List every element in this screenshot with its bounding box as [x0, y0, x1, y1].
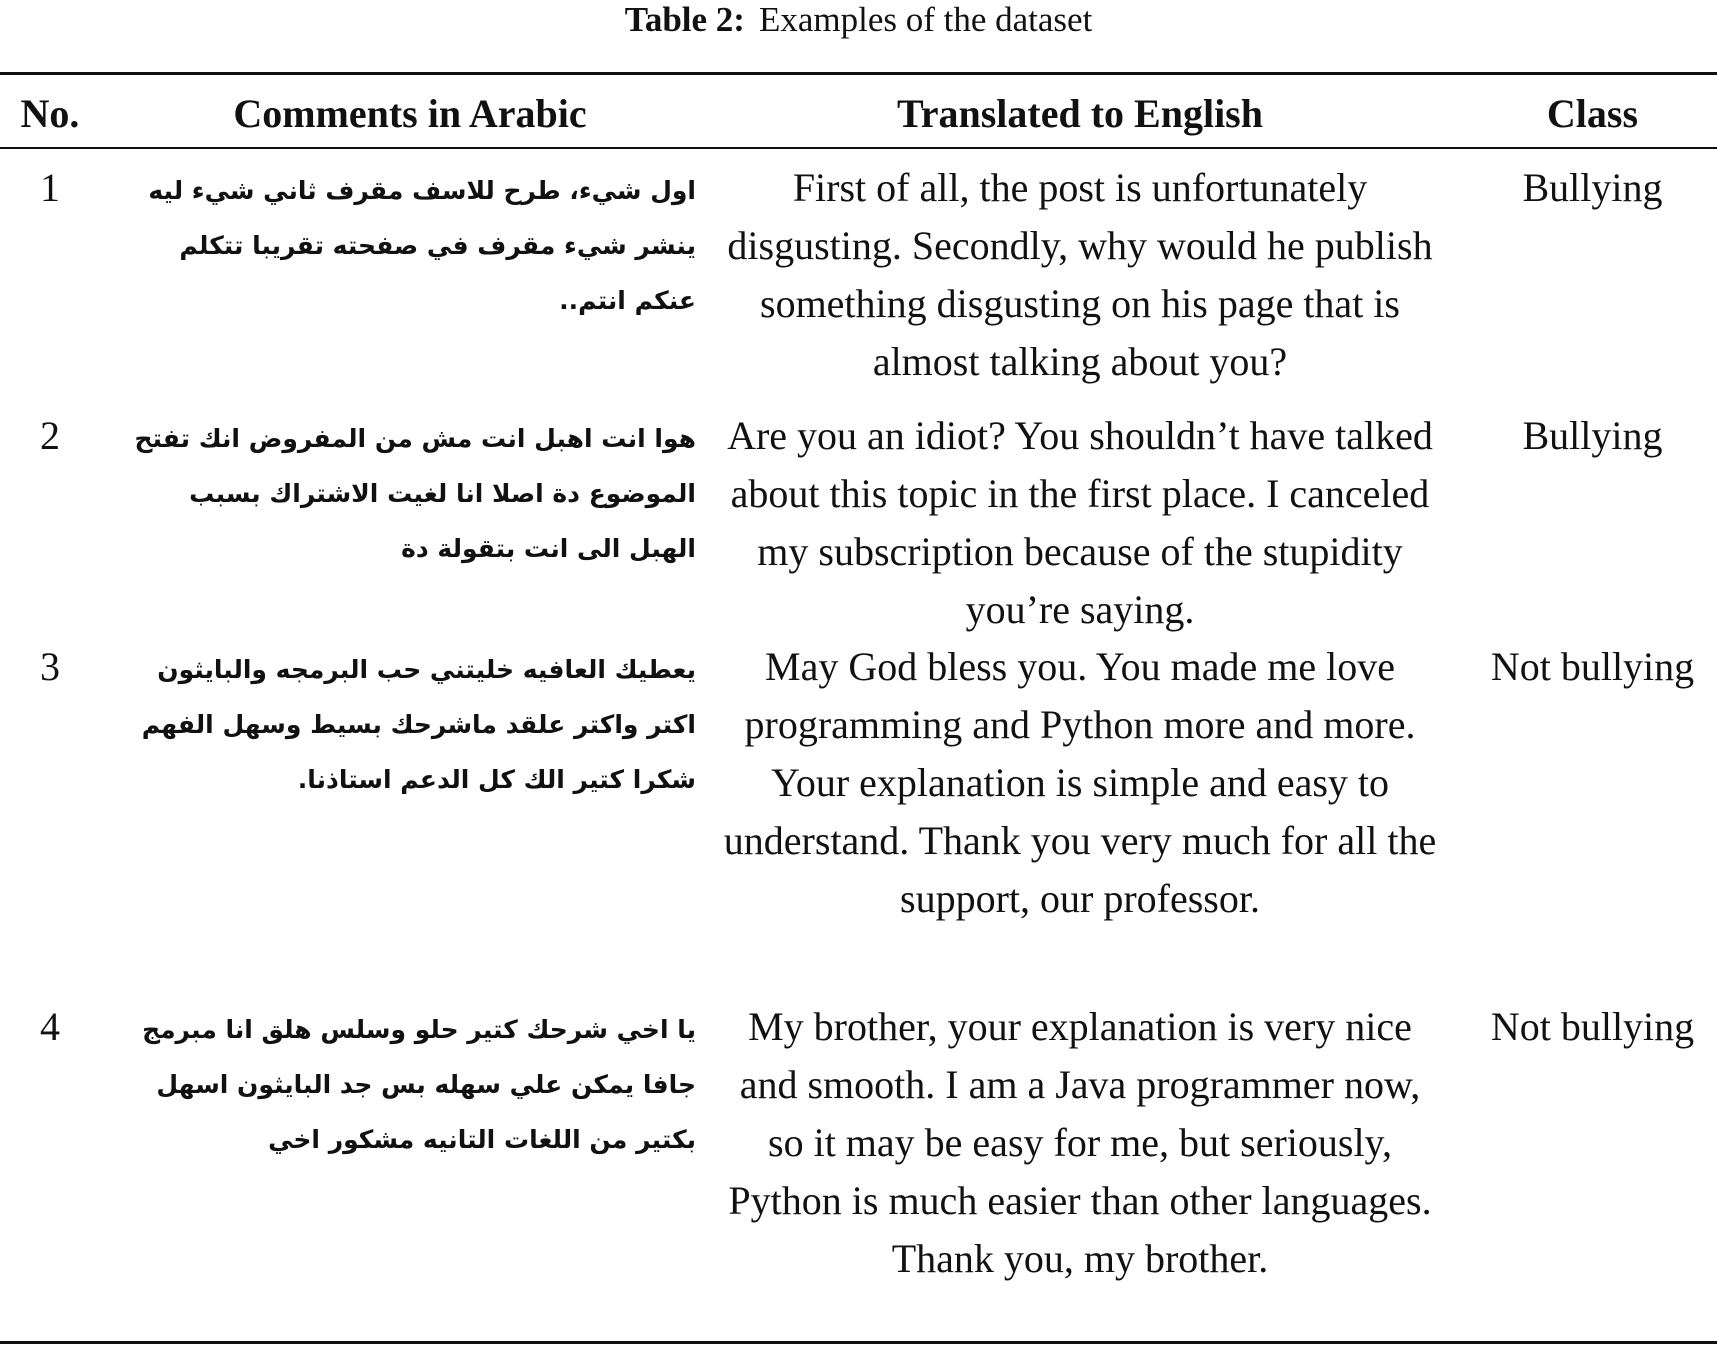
caption-label: Table 2: [624, 0, 745, 39]
row-number: 4 [40, 1004, 60, 1049]
arabic-comment: يعطيك العافيه خليتني حب البرمجه والبايثون اكتر واكتر علقد ماشرحك بسيط وسهل الفهم شكرا كتير الك كل الدعم استاذنا. [141, 655, 696, 794]
english-translation: My brother, your explanation is very nice and smooth. I am a Java programmer now, so it may be easy for me, but seriously, Python is much easier than other languages. Thank you, my brother. [728, 1004, 1432, 1281]
arabic-comment: هوا انت اهبل انت مش من المفروض انك تفتح الموضوع دة اصلا انا لغيت الاشتراك بسبب الهبل الى انت بتقولة دة [134, 424, 696, 563]
header-arabic-comments: Comments in Arabic [233, 91, 587, 136]
table-caption [0, 0, 1717, 40]
header-class: Class [1546, 91, 1639, 136]
class-label: Bullying [1522, 413, 1663, 458]
english-translation: First of all, the post is unfortunately disgusting. Secondly, why would he publish something disgusting on his page that is almost talking about you? [727, 165, 1433, 384]
table-header-rule [0, 147, 1717, 149]
caption-text: Examples of the dataset [758, 0, 1093, 39]
row-number: 2 [40, 413, 60, 458]
header-no: No. [20, 91, 80, 136]
table-bottom-rule [0, 1341, 1717, 1344]
row-number: 3 [40, 644, 60, 689]
arabic-comment: يا اخي شرحك كتير حلو وسلس هلق انا مبرمج جافا يمكن علي سهله بس جد البايثون اسهل بكتير من اللغات التانيه مشكور اخي [142, 1015, 696, 1154]
class-label: Not bullying [1490, 644, 1695, 689]
header-english-translation: Translated to English [897, 91, 1263, 136]
table-top-rule [0, 72, 1717, 75]
class-label: Bullying [1522, 165, 1663, 210]
class-label: Not bullying [1490, 1004, 1695, 1049]
row-number: 1 [40, 165, 60, 210]
english-translation: May God bless you. You made me love programming and Python more and more. Your explanation is simple and easy to understand. Thank you very much for all the support, our professor. [723, 644, 1437, 921]
english-translation: Are you an idiot? You shouldn’t have talked about this topic in the first place. I canceled my subscription because of the stupidity you’re saying. [727, 413, 1433, 632]
arabic-comment: اول شيء، طرح للاسف مقرف ثاني شيء ليه ينشر شيء مقرف في صفحته تقريبا تتكلم عنكم انتم.. [148, 176, 696, 315]
